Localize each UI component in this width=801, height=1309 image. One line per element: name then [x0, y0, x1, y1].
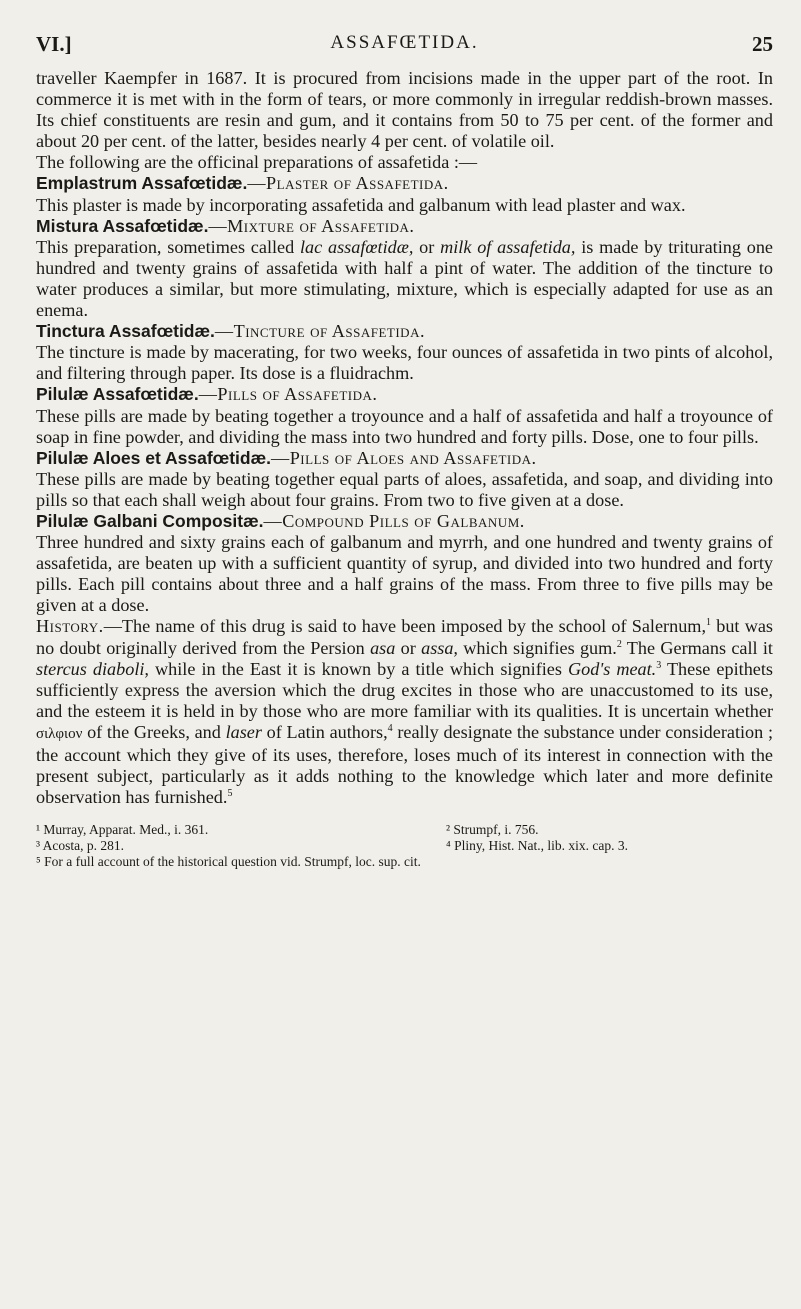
italic-run: milk of assafetida, [440, 236, 576, 257]
latin-name: Emplastrum Assafœtidæ. [36, 173, 248, 194]
entry-text: These pills are made by beating together equal parts of aloes, assafetida, and soap, and dividing into pills so that each shall weigh about four grains. From two to five given at a dose. [36, 468, 773, 510]
entry-text: These pills are made by beating together a troyounce and a half of assafetida and half a troyounce of soap in fine powder, and dividing the mass into two hundred and forty pills. Dose, one to four pills. [36, 405, 773, 447]
footnote-ref: 1 [706, 617, 711, 629]
entry-heading [36, 511, 773, 532]
history-label: History. [36, 616, 104, 637]
footnote-ref: 5 [227, 788, 233, 800]
english-name: —Mixture of Assafetida. [208, 215, 415, 236]
greek-word: σιλφιον [36, 725, 83, 742]
footnote-5: ⁵ For a full account of the historical question vid. Strumpf, loc. sup. cit. [36, 854, 421, 870]
entry-text: Three hundred and sixty grains each of galbanum and myrrh, and one hundred and twenty grains of assafetida, are beaten up with a sufficient quantity of syrup, and divided into two hundred and forty pills. Each pill contains about three and a half grains of the mass. From three to five pills may be given at a dose. [36, 532, 773, 616]
entry-heading [36, 321, 773, 342]
intro-paragraph: traveller Kaempfer in 1687. It is procured from incisions made in the upper part of the root. In commerce it is met with in the form of tears, or more commonly in irregular reddish-brown masses. Its chief constituents are resin and gum, and it contains from 50 to 75 per cent. of the former and about 20 per cent. of the latter, besides nearly 4 per cent. of volatile oil. [36, 68, 773, 152]
text-run: This preparation, sometimes called [36, 236, 300, 257]
text-run: —The name of this drug is said to have been imposed by the school of Salernum, [103, 616, 706, 637]
footnote-row [36, 838, 773, 854]
latin-name: Pilulæ Aloes et Assafœtidæ. [36, 447, 271, 468]
text-run: or [395, 637, 422, 658]
text-run: while in the East it is known by a title which signifies [148, 658, 568, 679]
latin-name: Pilulæ Galbani Compositæ. [36, 510, 264, 531]
entry-text [36, 237, 773, 321]
footnote-ref: 2 [616, 638, 622, 650]
english-name: —Tincture of Assafetida. [214, 321, 426, 342]
text-run: The Germans call it [621, 637, 773, 658]
text-run: or [413, 236, 441, 257]
italic-run: stercus diaboli, [36, 658, 149, 679]
footnote-ref: 4 [387, 722, 393, 734]
english-name: —Pills of Assafetida. [198, 384, 378, 405]
text-run: is made by triturating one hundred and twenty grains of assafetida with half a pint of water. The addition of the tincture to water produces a similar, but more stimulating, mixture, which is especially adapted for use as an enema. [36, 236, 774, 321]
footnote-3: ³ Acosta, p. 281. [36, 838, 125, 854]
italic-run: asa [370, 637, 396, 658]
entry-heading [36, 448, 773, 469]
entry-heading [36, 384, 773, 405]
running-title: ASSAFŒTIDA. [330, 32, 479, 53]
english-name: —Pills of Aloes and Assafetida. [271, 447, 537, 468]
italic-run: God's meat. [568, 658, 657, 679]
running-header [36, 18, 773, 56]
entry-text: This plaster is made by incorporating assafetida and galbanum with lead plaster and wax. [36, 194, 686, 215]
footnote-row [36, 822, 773, 838]
english-name: —Compound Pills of Galbanum. [263, 510, 525, 531]
italic-run: laser [225, 721, 262, 742]
text-run: of the Greeks, and [82, 721, 226, 742]
latin-name: Tinctura Assafœtidæ. [36, 321, 215, 342]
page-number: 25 [752, 32, 773, 56]
italic-run: lac assafœtidæ, [300, 236, 414, 257]
footnote-4: ⁴ Pliny, Hist. Nat., lib. xix. cap. 3. [446, 838, 628, 854]
entry-text: The tincture is made by macerating, for two weeks, four ounces of assafetida in two pints of alcohol, and filtering through paper. Its dose is a fluidrachm. [36, 342, 773, 384]
history-paragraph [36, 616, 773, 808]
entry-heading [36, 173, 773, 194]
page-body [36, 68, 773, 808]
text-run: which signifies gum. [457, 637, 617, 658]
text-run: really designate the substance under consideration ; the account which they give of its uses, therefore, loses much of its interest in connection with the present subject, particularly as it adds nothing to the knowledge which later and more definite observation has furnished. [36, 721, 773, 808]
entry-heading [36, 216, 773, 237]
italic-run: assa, [421, 637, 458, 658]
english-name: —Plaster of Assafetida. [247, 173, 449, 194]
latin-name: Mistura Assafœtidæ. [36, 215, 209, 236]
section-marker: VI.] [36, 32, 72, 56]
text-run: These epithets sufficiently express the aversion which the drug excites in those who are unaccustomed to its use, and the esteem it is held in by those who are more familiar with its qualities. It is uncertain whether [36, 658, 773, 721]
text-run: but was no doubt originally derived from the Persion [36, 616, 773, 658]
footnote-ref: 3 [656, 659, 662, 671]
preparations-intro: The following are the officinal preparations of assafetida :— [36, 152, 478, 173]
footnotes [36, 822, 773, 870]
footnote-1: ¹ Murray, Apparat. Med., i. 361. [36, 822, 209, 838]
latin-name: Pilulæ Assafœtidæ. [36, 384, 199, 405]
text-run: of Latin authors, [261, 721, 388, 742]
footnote-2: ² Strumpf, i. 756. [446, 822, 539, 838]
